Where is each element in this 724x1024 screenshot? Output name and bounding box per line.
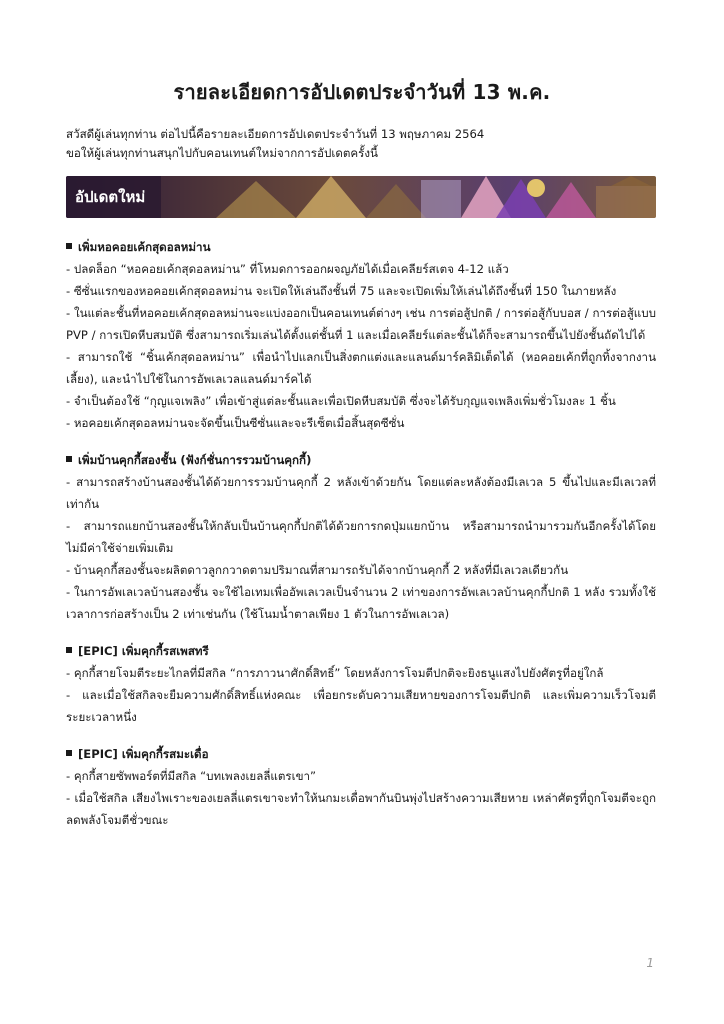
bullet-line: - และเมื่อใช้สกิลจะยืมความศักดิ์สิทธิ์แห่งคณะ เพื่อยกระดับความเสียหายของการโจมตีปกติ และเพิ่มความเร็วโจมตีระยะเวลาหนึ่ง	[66, 688, 656, 724]
bullet-line: - สามารถสร้างบ้านสองชั้นได้ด้วยการรวมบ้านคุกกี้ 2 หลังเข้าด้วยกัน โดยแต่ละหลังต้องมีเลเวล 5 ขึ้นไปและมีเลเวลที่เท่ากัน	[66, 475, 656, 511]
section-pastry-cookie	[66, 640, 656, 728]
section-title: [EPIC] เพิ่มคุกกี้รสมะเดื่อ	[66, 743, 656, 765]
section-title: [EPIC] เพิ่มคุกกี้รสเพสทรี	[66, 640, 656, 662]
bullet-line: - สามารถแยกบ้านสองชั้นให้กลับเป็นบ้านคุกกี้ปกติได้ด้วยการกดปุ่มแยกบ้าน หรือสามารถนำมารวมกันอีกครั้งได้โดยไม่มีค่าใช้จ่ายเพิ่มเติม	[66, 519, 656, 555]
bullet-line: - หอคอยเค้กสุดอลหม่านจะจัดขึ้นเป็นซีซั่นและจะรีเซ็ตเมื่อสิ้นสุดซีซั่น	[66, 416, 405, 430]
bullet-square-icon	[66, 243, 72, 249]
bullet-line: - สามารถใช้ “ชิ้นเค้กสุดอลหม่าน” เพื่อนำไปแลกเป็นสิ่งตกแต่งและแลนด์มาร์คลิมิเต็ดได้ (หอคอยเค้กที่ถูกทิ้งจากงานเลี้ยง), และนำไปใช้ในการอัพเลเวลแลนด์มาร์คได้	[66, 350, 656, 386]
intro-line: สวัสดีผู้เล่นทุกท่าน ต่อไปนี้คือรายละเอียดการอัปเดตประจำวันที่ 13 พฤษภาคม 2564	[66, 127, 485, 141]
bullet-line: - บ้านคุกกี้สองชั้นจะผลิตดาวลูกกวาดตามปริมาณที่สามารถรับได้จากบ้านคุกกี้ 2 หลังที่มีเลเวลเดียวกัน	[66, 563, 569, 577]
bullet-line: - เมื่อใช้สกิล เสียงไพเราะของเยลลี่แตรเขาจะทำให้นกมะเดื่อพากันบินพุ่งไปสร้างความเสียหาย เหล่าศัตรูที่ถูกโจมตีจะถูกลดพลังโจมตีชั่วขณะ	[66, 791, 656, 827]
page-title: รายละเอียดการอัปเดตประจำวันที่ 13 พ.ค.	[173, 80, 551, 104]
update-content	[66, 236, 656, 846]
page-number: 1	[646, 956, 654, 970]
section-banner	[66, 176, 656, 218]
section-fig-cookie	[66, 743, 656, 831]
bullet-square-icon	[66, 647, 72, 653]
banner-artwork	[66, 176, 656, 218]
banner-label: อัปเดตใหม่	[75, 188, 146, 206]
section-title: เพิ่มบ้านคุกกี้สองชั้น (ฟังก์ชั่นการรวมบ้านคุกกี้)	[66, 449, 656, 471]
intro-text	[66, 125, 666, 163]
bullet-line: - จำเป็นต้องใช้ “กุญแจเพลิง” เพื่อเข้าสู่แต่ละชั้นและเพื่อเปิดหีบสมบัติ ซึ่งจะได้รับกุญแจเพลิงเพิ่มชั่วโมงละ 1 ชิ้น	[66, 394, 616, 408]
bullet-line: - คุกกี้สายซัพพอร์ตที่มีสกิล “บทเพลงเยลลี่แตรเขา”	[66, 769, 317, 783]
intro-line: ขอให้ผู้เล่นทุกท่านสนุกไปกับคอนเทนต์ใหม่จากการอัปเดตครั้งนี้	[66, 146, 378, 160]
bullet-line: - ปลดล็อก “หอคอยเค้กสุดอลหม่าน” ที่โหมดการออกผจญภัยได้เมื่อเคลียร์สเตจ 4-12 แล้ว	[66, 262, 509, 276]
section-cake-tower	[66, 236, 656, 434]
bullet-square-icon	[66, 750, 72, 756]
bullet-line: - ในแต่ละชั้นที่หอคอยเค้กสุดอลหม่านจะแบ่งออกเป็นคอนเทนต์ต่างๆ เช่น การต่อสู้ปกติ / การต่อสู้กับบอส / การต่อสู้แบบ PVP / การเปิดหีบสมบัติ ซึ่งสามารถเริ่มเล่นได้ตั้งแต่ชั้นที่ 1 และเมื่อเคลียร์แต่ละชั้นได้ก็จะสามารถขึ้นไปยังชั้นถัดไปได้	[66, 306, 656, 342]
section-title: เพิ่มหอคอยเค้กสุดอลหม่าน	[66, 236, 656, 258]
bullet-line: - ในการอัพเลเวลบ้านสองชั้น จะใช้ไอเทมเพื่ออัพเลเวลเป็นจำนวน 2 เท่าของการอัพเลเวลบ้านคุกกี้ปกติ 1 หลัง รวมทั้งใช้เวลาการก่อสร้างเป็น 2 เท่าเช่นกัน (ใช้โนมน้ำตาลเพียง 1 ตัวในการอัพเลเวล)	[66, 585, 656, 621]
bullet-line: - คุกกี้สายโจมตีระยะไกลที่มีสกิล “การภาวนาศักดิ์สิทธิ์” โดยหลังการโจมตีปกติจะยิงธนูแสงไปยังศัตรูที่อยู่ใกล้	[66, 666, 604, 680]
bullet-square-icon	[66, 456, 72, 462]
section-two-story-house	[66, 449, 656, 625]
bullet-line: - ซีซั่นแรกของหอคอยเค้กสุดอลหม่าน จะเปิดให้เล่นถึงชั้นที่ 75 และจะเปิดเพิ่มให้เล่นได้ถึงชั้นที่ 150 ในภายหลัง	[66, 284, 617, 298]
